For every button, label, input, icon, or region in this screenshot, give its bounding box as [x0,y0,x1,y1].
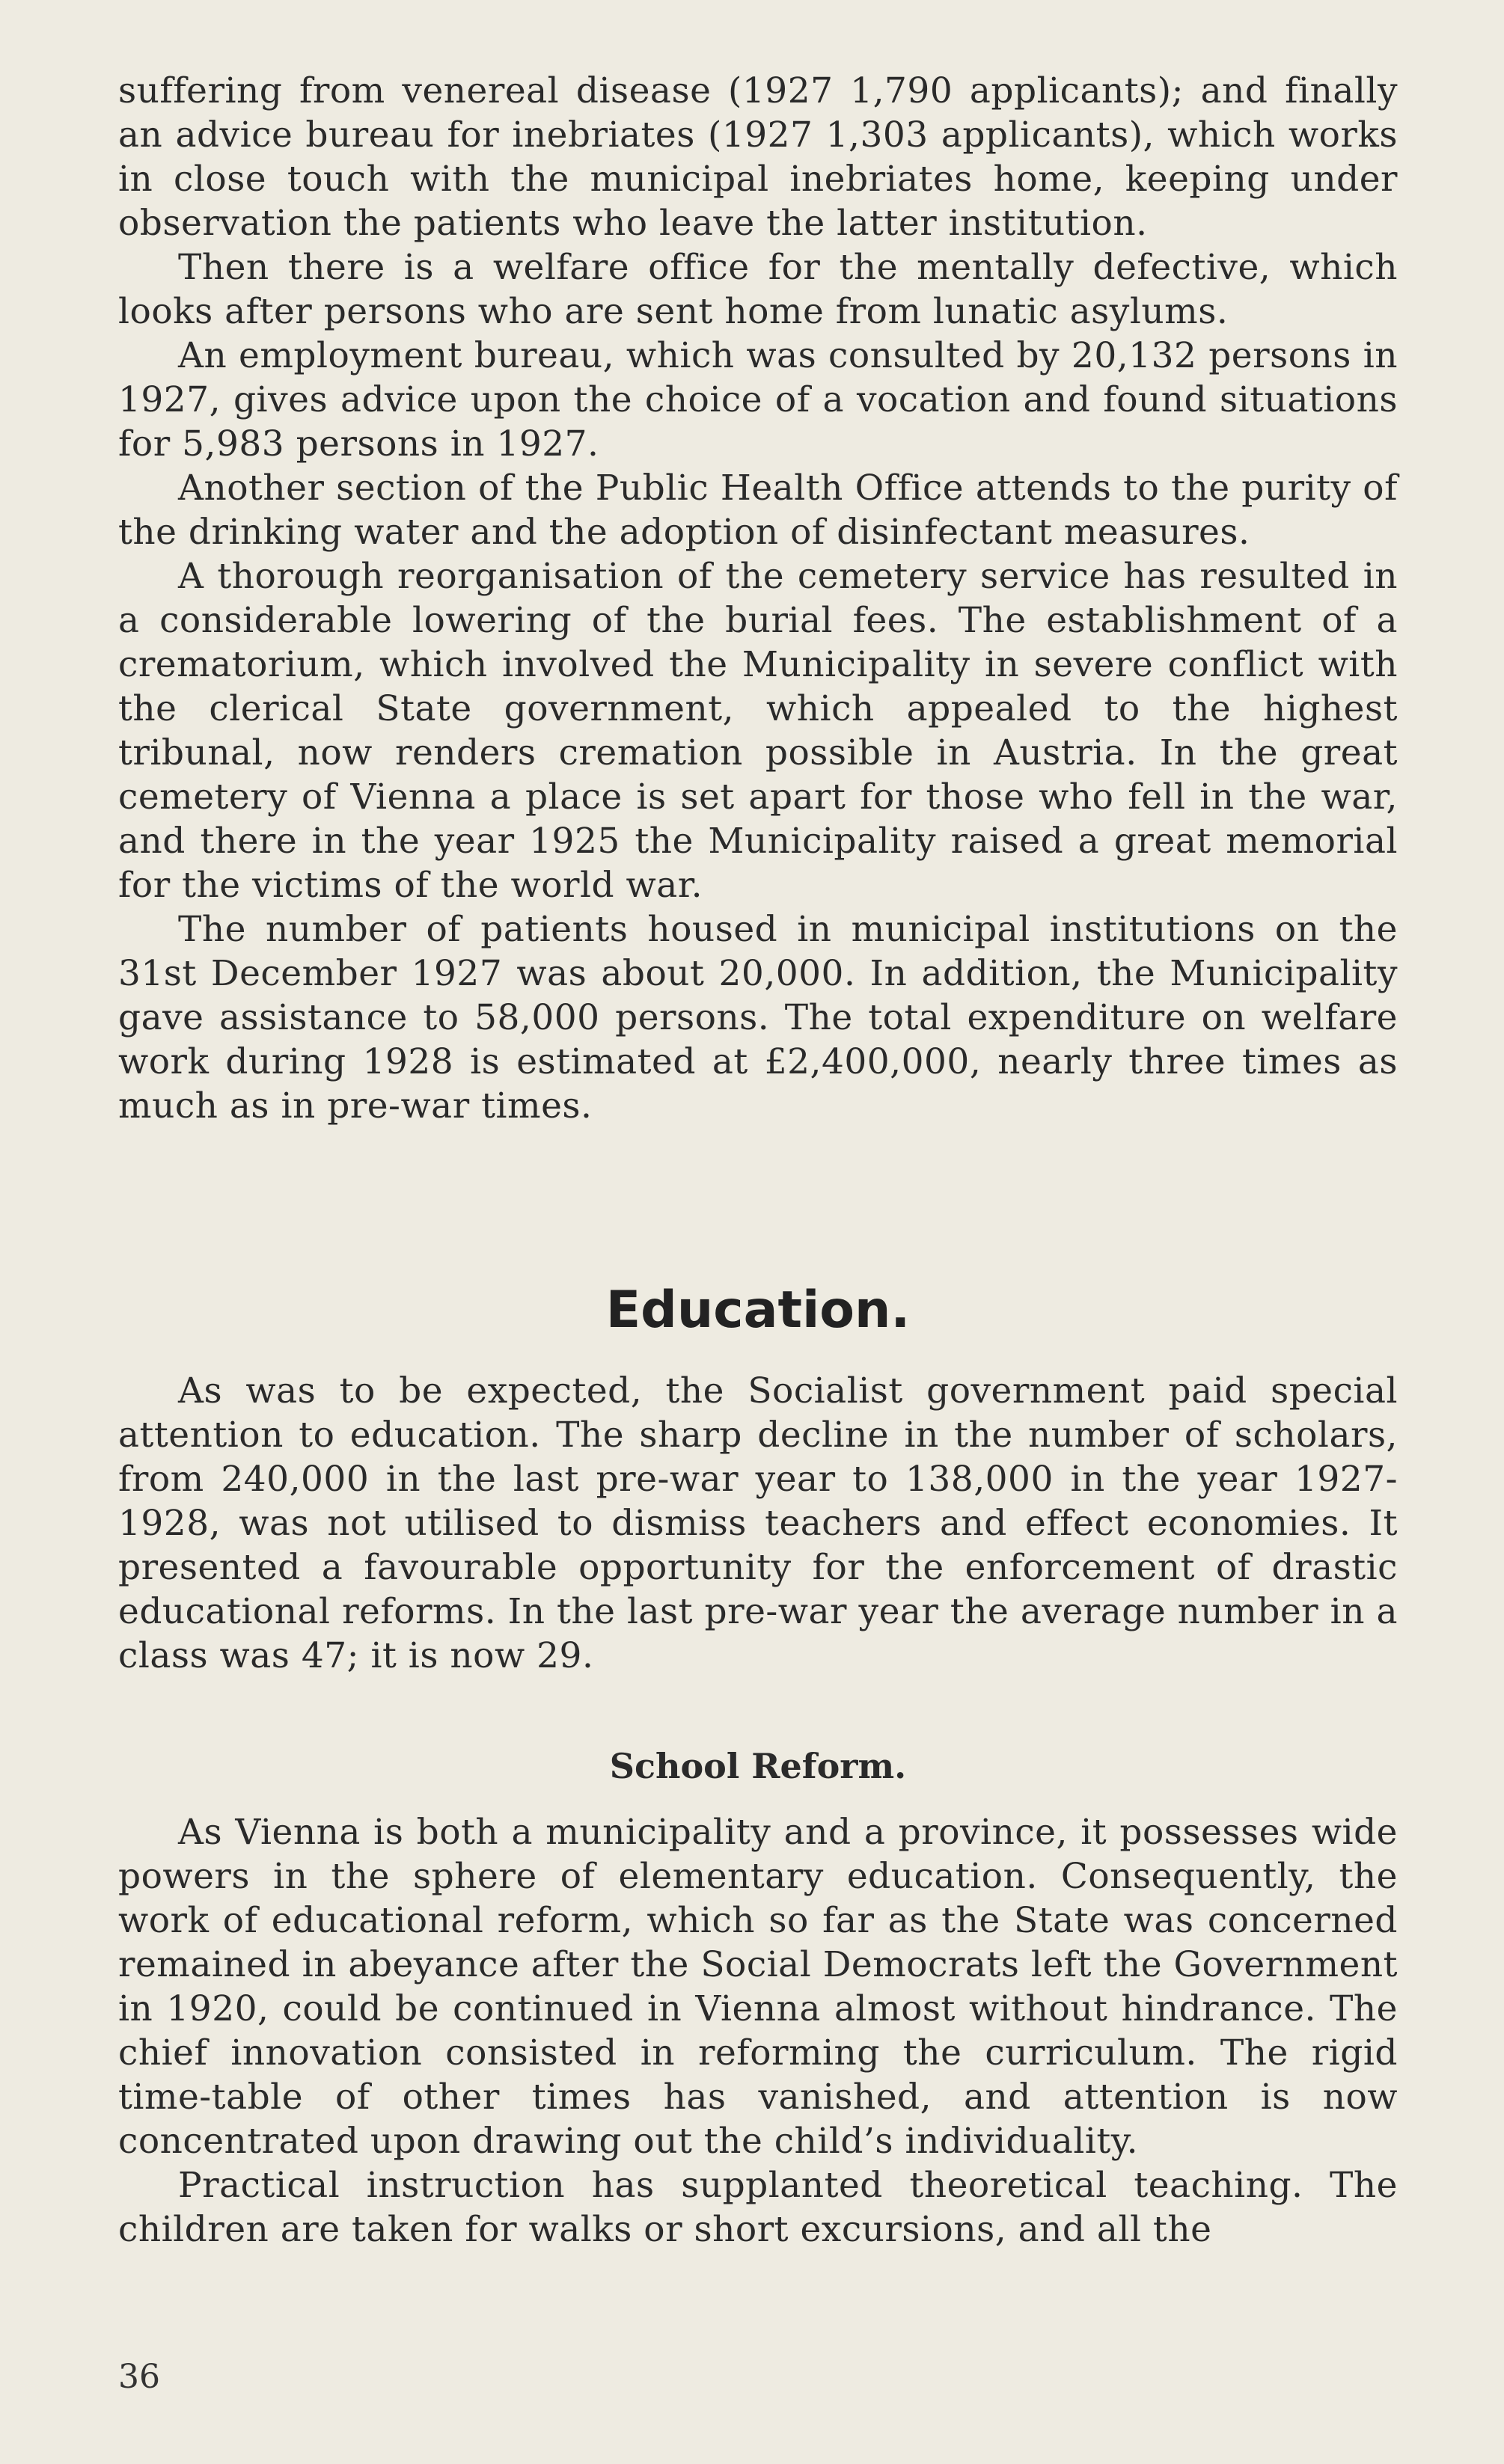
paragraph: As Vienna is both a municipality and a province, it possesses wide powers in the sphere of elementary education. Consequently, the work of educational reform, which so far as the State was concerned remained in abeyance after the Social Democrats left the Government in 1920, could be continued in Vienna almost without hindrance. The chief innovation consisted in reforming the curriculum. The rigid time-table of other times has vanished, and attention is now concentrated upon drawing out the child’s individuality. [118,1812,1398,2162]
section-education-text [118,1369,1398,1678]
page-number: 36 [118,2358,160,2396]
paragraph: A thorough reorganisation of the cemetery service has resulted in a considerable lowering of the burial fees. The establishment of a crematorium, which involved the Municipality in severe conflict with the clerical State government, which appealed to the highest tribunal, now renders cremation possible in Austria. In the great cemetery of Vienna a place is set apart for those who fell in the war, and there in the year 1925 the Municipality raised a great memorial for the victims of the world war. [118,556,1398,906]
section-heading-education: Education. [605,1281,911,1340]
paragraph: Practical instruction has supplanted theoretical teaching. The children are taken for walks or short excursions, and all the [118,2165,1398,2250]
paragraph: suffering from venereal disease (1927 1,790 applicants); and finally an advice bureau for inebriates (1927 1,303 applicants), which works in close touch with the municipal inebriates home, keeping under observation the patients who leave the latter institution. [118,70,1398,244]
section-welfare-text [118,69,1398,1128]
paragraph: As was to be expected, the Socialist government paid special attention to education. The sharp decline in the number of scholars, from 240,000 in the last pre-war year to 138,000 in the year 1927-1928, was not utilised to dismiss teachers and effect economies. It presented a favourable opportunity for the enforcement of drastic educational reforms. In the last pre-war year the average number in a class was 47; it is now 29. [118,1370,1398,1676]
paragraph: Another section of the Public Health Office attends to the purity of the drinking water and the adoption of disinfectant measures. [118,468,1398,553]
paragraph: The number of patients housed in municipal institutions on the 31st December 1927 was about 20,000. In addition, the Municipality gave assistance to 58,000 persons. The total expenditure on welfare work during 1928 is estimated at £2,400,000, nearly three times as much as in pre-war times. [118,909,1398,1127]
subsection-heading-school-reform: School Reform. [609,1746,907,1786]
section-school-reform-text [118,1810,1398,2252]
paragraph: Then there is a welfare office for the mentally defective, which looks after persons who are sent home from lunatic asylums. [118,247,1398,332]
paragraph: An employment bureau, which was consulted by 20,132 persons in 1927, gives advice upon the choice of a vocation and found situations for 5,983 persons in 1927. [118,335,1398,465]
